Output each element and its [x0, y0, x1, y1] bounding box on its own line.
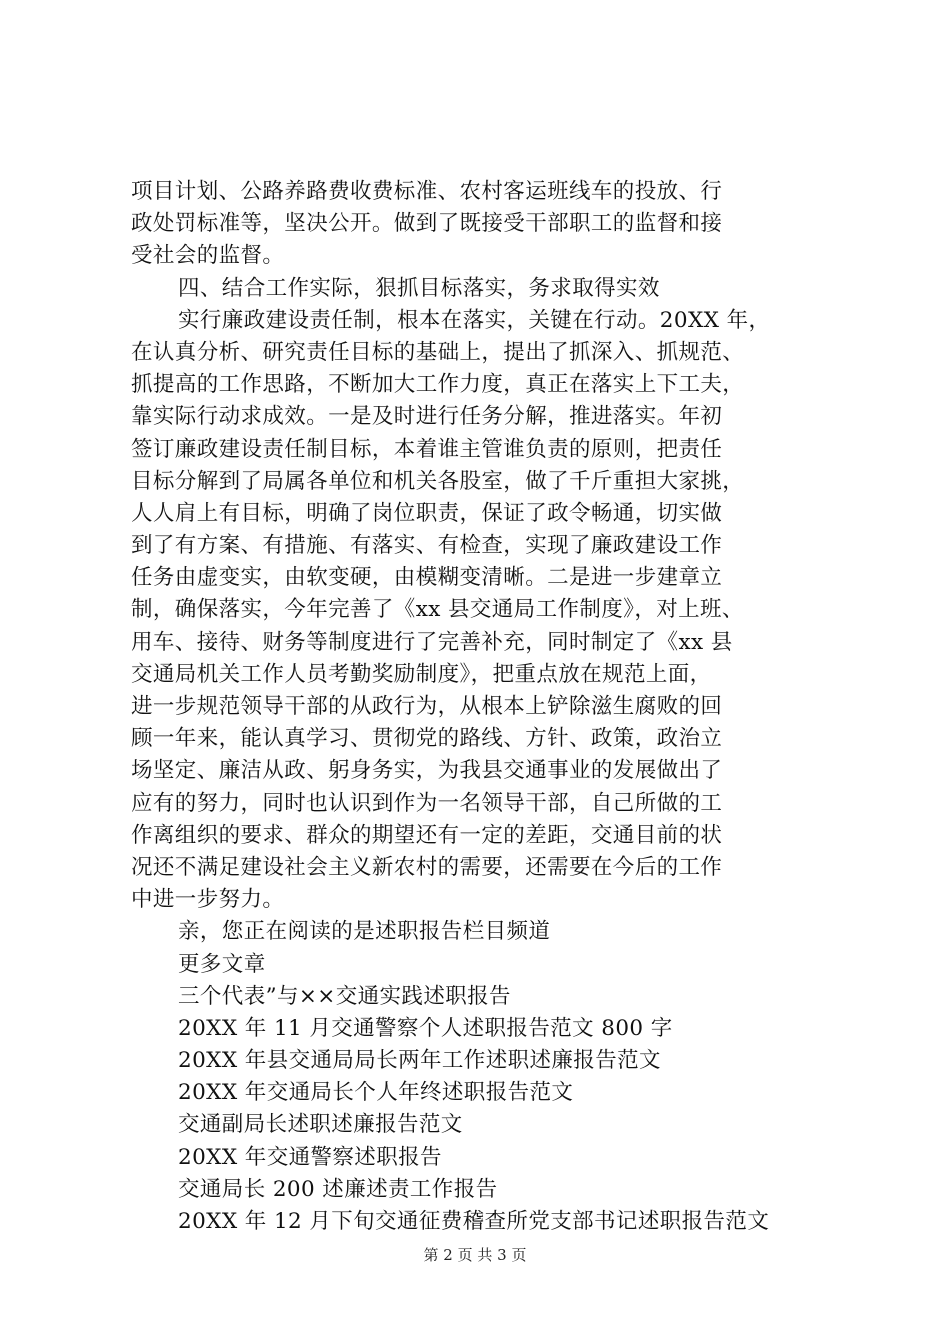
text-line: 到了有方案、有措施、有落实、有检查，实现了廉政建设工作	[131, 533, 723, 559]
text-line: 人人肩上有目标，明确了岗位职责，保证了政令畅通，切实做	[131, 500, 723, 526]
text-line: 在认真分析、研究责任目标的基础上，提出了抓深入、抓规范、	[131, 339, 745, 365]
text-line: 四、结合工作实际，狠抓目标落实，务求取得实效	[178, 275, 660, 301]
text-line: 20XX 年交通警察述职报告	[178, 1144, 442, 1170]
document-body	[131, 176, 831, 1238]
text-line: 制，确保落实，今年完善了《xx 县交通局工作制度》，对上班、	[131, 597, 744, 623]
page-number: 第 2 页 共 3 页	[423, 1246, 527, 1264]
text-line: 20XX 年交通局长个人年终述职报告范文	[178, 1080, 574, 1106]
text-line: 用车、接待、财务等制度进行了完善补充，同时制定了《xx 县	[131, 629, 733, 655]
text-line: 抓提高的工作思路，不断加大工作力度，真正在落实上下工夫，	[131, 372, 745, 398]
text-line: 靠实际行动求成效。一是及时进行任务分解，推进落实。年初	[131, 404, 723, 430]
text-line: 应有的努力，同时也认识到作为一名领导干部，自己所做的工	[131, 790, 723, 816]
text-line: 20XX 年县交通局局长两年工作述职述廉报告范文	[178, 1048, 661, 1074]
text-line: 作离组织的要求、群众的期望还有一定的差距，交通目前的状	[131, 822, 723, 848]
text-line: 签订廉政建设责任制目标，本着谁主管谁负责的原则，把责任	[131, 436, 723, 462]
text-line: 更多文章	[178, 951, 266, 977]
text-line: 交通副局长述职述廉报告范文	[178, 1112, 463, 1138]
text-line: 中进一步努力。	[131, 887, 285, 913]
text-line: 况还不满足建设社会主义新农村的需要，还需要在今后的工作	[131, 854, 723, 880]
text-line: 实行廉政建设责任制，根本在落实，关键在行动。20XX 年，	[178, 307, 771, 333]
text-line: 顾一年来，能认真学习、贯彻党的路线、方针、政策，政治立	[131, 726, 723, 752]
text-line: 场坚定、廉洁从政、躬身务实，为我县交通事业的发展做出了	[131, 758, 723, 784]
text-line: 20XX 年 12 月下旬交通征费稽查所党支部书记述职报告范文	[178, 1209, 770, 1234]
text-line: 进一步规范领导干部的从政行为，从根本上铲除滋生腐败的回	[131, 694, 723, 719]
text-line: 政处罚标准等，坚决公开。做到了既接受干部职工的监督和接	[131, 211, 723, 237]
text-line: 项目计划、公路养路费收费标准、农村客运班线车的投放、行	[131, 179, 723, 204]
text-line: 20XX 年 11 月交通警察个人述职报告范文 800 字	[178, 1015, 673, 1041]
text-line: 受社会的监督。	[131, 243, 285, 269]
text-line: 三个代表”与××交通实践述职报告	[178, 983, 511, 1009]
text-line: 亲，您正在阅读的是述职报告栏目频道	[178, 919, 551, 945]
text-line: 目标分解到了局属各单位和机关各股室，做了千斤重担大家挑，	[131, 468, 745, 494]
text-line: 交通局机关工作人员考勤奖励制度》，把重点放在规范上面，	[131, 661, 712, 687]
text-line: 任务由虚变实，由软变硬，由模糊变清晰。二是进一步建章立	[131, 565, 723, 591]
text-line: 交通局长 200 述廉述责工作报告	[178, 1176, 498, 1202]
